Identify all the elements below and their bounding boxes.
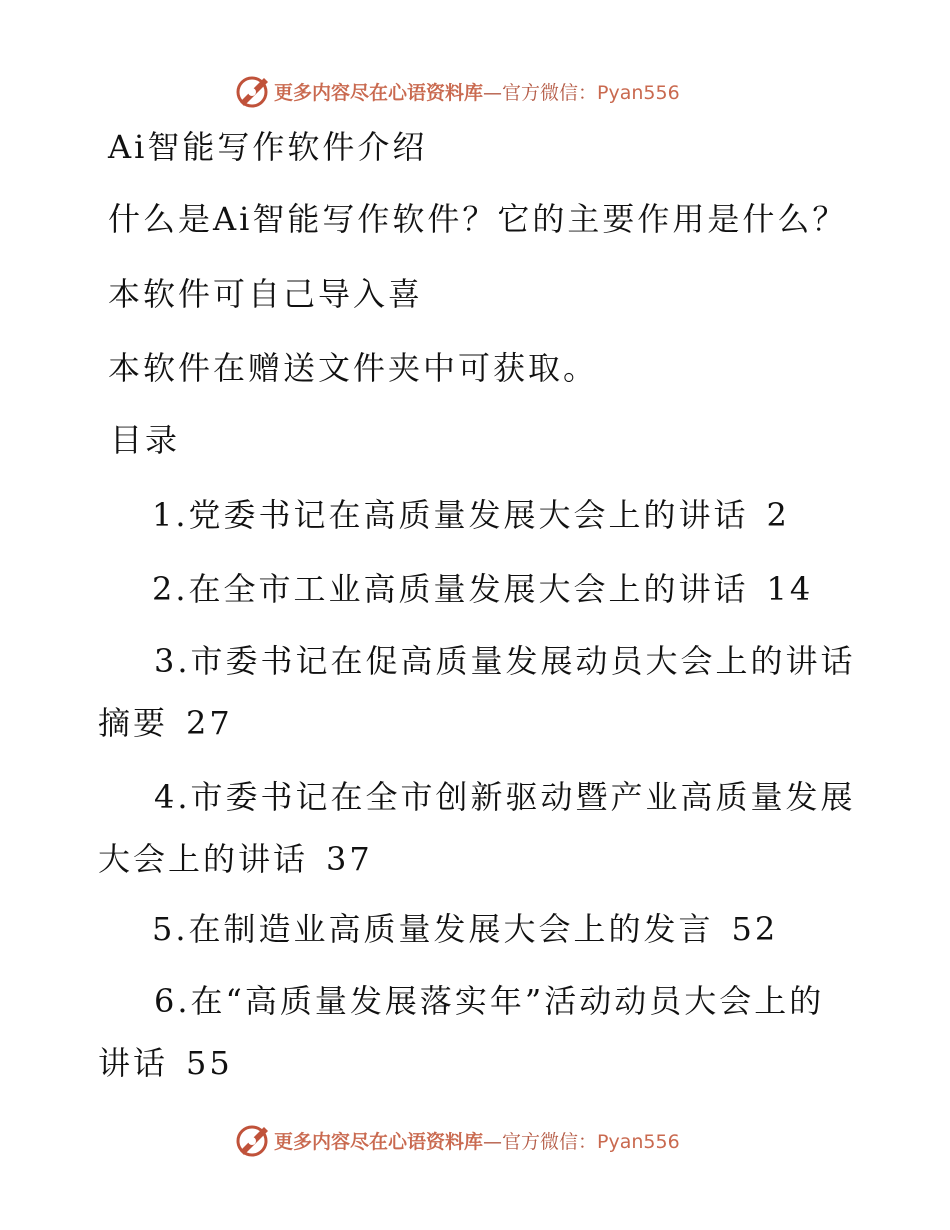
toc-item-title: 市委书记在全市创新驱动暨产业高质量发展大会上的讲话	[98, 778, 856, 878]
toc-item-index: 1.	[152, 496, 189, 534]
obtain-note: 本软件在赠送文件夹中可获取。	[108, 349, 599, 387]
toc-heading: 目录	[110, 421, 181, 459]
toc-item-title: 在全市工业高质量发展大会上的讲话	[188, 570, 749, 608]
toc-item-page: 14	[766, 570, 814, 608]
toc-item-index: 6.	[154, 982, 191, 1020]
toc-item-title: 党委书记在高质量发展大会上的讲话	[188, 496, 749, 534]
toc-item-title: 在“高质量发展落实年”活动动员大会上的讲话	[98, 982, 825, 1082]
banner-wechat-id: Pyan556	[597, 81, 680, 104]
toc-item-index: 3.	[154, 642, 191, 680]
toc-item[interactable]	[152, 558, 912, 620]
toc-item-title: 市委书记在促高质量发展动员大会上的讲话摘要	[98, 642, 856, 742]
footer-watermark-banner	[234, 1120, 680, 1160]
pen-in-circle-icon	[234, 1121, 272, 1159]
toc-item-page: 55	[186, 1044, 233, 1082]
banner-separator: —官方微信：	[483, 1130, 598, 1153]
toc-item[interactable]	[98, 766, 858, 890]
pen-in-circle-icon	[234, 72, 272, 110]
toc-item[interactable]	[98, 630, 858, 754]
toc-item-page: 2	[766, 496, 790, 534]
toc-item-title: 在制造业高质量发展大会上的发言	[188, 910, 714, 948]
toc-item[interactable]	[152, 898, 912, 960]
toc-item-index: 5.	[152, 910, 189, 948]
banner-slogan: 更多内容尽在心语资料库	[274, 81, 484, 104]
toc-item[interactable]	[98, 970, 858, 1094]
intro-question: 什么是Ai智能写作软件？它的主要作用是什么？	[108, 200, 848, 238]
toc-item-page: 52	[731, 910, 779, 948]
banner-wechat-id: Pyan556	[597, 1130, 680, 1153]
banner-separator: —官方微信：	[483, 81, 598, 104]
toc-item[interactable]	[152, 484, 912, 546]
document-title: Ai智能写作软件介绍	[108, 128, 428, 166]
toc-item-page: 37	[326, 840, 373, 878]
header-watermark-banner	[234, 71, 680, 111]
import-note: 本软件可自己导入喜	[108, 275, 424, 313]
toc-item-page: 27	[186, 704, 233, 742]
toc-item-index: 2.	[152, 570, 189, 608]
banner-slogan: 更多内容尽在心语资料库	[274, 1130, 484, 1153]
toc-item-index: 4.	[154, 778, 191, 816]
